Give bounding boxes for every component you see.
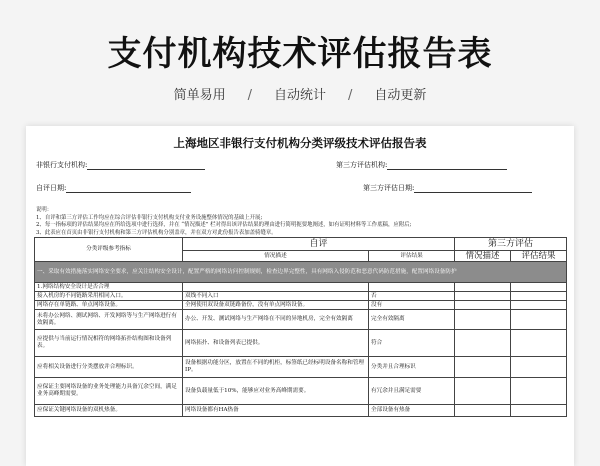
third-party-field (336, 160, 507, 170)
third-desc-cell[interactable] (455, 378, 511, 405)
table-row (35, 301, 567, 310)
feature-auto-update: 自动更新 (374, 88, 427, 103)
self-result-cell[interactable]: 分类并且合理标识 (369, 357, 455, 378)
table-row (35, 310, 567, 330)
note-heading: 说明： (36, 207, 53, 213)
self-desc-cell[interactable]: 网络拓扑、和设备列表已提供。 (183, 330, 369, 357)
table-cell[interactable] (511, 283, 567, 292)
self-date-field (36, 183, 191, 193)
third-desc-cell[interactable] (455, 310, 511, 330)
self-desc-header: 情况描述 (183, 251, 369, 262)
self-eval-header: 自评 (183, 238, 455, 251)
self-desc-cell[interactable]: 全网使用双设备双链路备份，没有单点网络设备。 (183, 301, 369, 310)
self-result-cell[interactable]: 否 (369, 292, 455, 301)
self-result-cell[interactable]: 全部设备有热备 (369, 405, 455, 417)
third-result-header: 评估结果 (511, 251, 567, 262)
third-desc-cell[interactable] (455, 405, 511, 417)
table-cell[interactable] (369, 283, 455, 292)
table-row (35, 292, 567, 301)
third-result-cell[interactable] (511, 357, 567, 378)
third-desc-header: 情况描述 (455, 251, 511, 262)
table-cell[interactable] (183, 283, 369, 292)
self-desc-cell[interactable]: 设备负载量低于10%，能够应对业务高峰期需要。 (183, 378, 369, 405)
self-result-cell[interactable]: 符合 (369, 330, 455, 357)
indicator-cell: 应将相关设备进行分类摆放并合理标识。 (35, 357, 183, 378)
table-row (35, 378, 567, 405)
third-party-input-line[interactable] (387, 161, 507, 170)
third-date-input-line[interactable] (414, 184, 532, 193)
third-result-cell[interactable] (511, 292, 567, 301)
third-result-cell[interactable] (511, 310, 567, 330)
table-row (35, 405, 567, 417)
separator: / (348, 88, 353, 103)
third-result-cell[interactable] (511, 378, 567, 405)
separator: / (247, 88, 252, 103)
feature-easy: 简单易用 (173, 88, 226, 103)
org-input-line[interactable] (87, 161, 205, 170)
self-desc-cell[interactable]: 办公、开发、测试网络与生产网络在不同的异地机房，完全有效隔离 (183, 310, 369, 330)
page-title: 支付机构技术评估报告表 (107, 34, 493, 74)
indicator-cell: 应提供与当前运行情况相符的网络拓扑结构图和设备列表。 (35, 330, 183, 357)
subsection-heading: 1.网络结构安全设计是否合理 (35, 283, 183, 292)
feature-auto-stats: 自动统计 (273, 88, 326, 103)
self-result-cell[interactable]: 没有 (369, 301, 455, 310)
self-date-input-line[interactable] (66, 184, 191, 193)
self-result-cell[interactable]: 有冗余并且满足需要 (369, 378, 455, 405)
self-date-label: 自评日期: (36, 184, 67, 192)
indicator-cell: 网络存在单链路、单点网络设备。 (35, 301, 183, 310)
table-row (35, 330, 567, 357)
self-desc-cell[interactable]: 网络设备都有HA热备 (183, 405, 369, 417)
note-3: 3、此表应在首页由非银行支付机构和第三方评估机构分别盖章，并在双方对此份报告表加盖骑缝章。 (36, 229, 277, 236)
indicator-cell: 接入机房的不同链路采用相同入口。 (35, 292, 183, 301)
third-result-cell[interactable] (511, 405, 567, 417)
third-result-cell[interactable] (511, 301, 567, 310)
table-cell[interactable] (455, 283, 511, 292)
note-2: 2、每一指标项的评估结果均应在所给选项中进行选择，并在 “情况描述” 栏对得出该评估结果的理由进行简明扼要地阐述，如有证明材料等工作底稿，应附后; (36, 222, 412, 229)
notes (36, 207, 411, 237)
third-desc-cell[interactable] (455, 292, 511, 301)
self-desc-cell[interactable]: 设备根据功能分区，放置在不同的机柜，标签纸已经标明设备名称和管理IP。 (183, 357, 369, 378)
self-result-cell[interactable]: 完全有效隔离 (369, 310, 455, 330)
indicator-cell: 应保证关键网络设备的双机热备。 (35, 405, 183, 417)
third-desc-cell[interactable] (455, 301, 511, 310)
col-indicator-header: 分类评级参考指标 (35, 238, 183, 262)
note-1: 1、自评和第三方评估工作均应在综合评估非银行支付机构支付业务设施整体情况的基础上开展; (36, 214, 263, 221)
self-desc-cell[interactable]: 双线不同入口 (183, 292, 369, 301)
third-result-cell[interactable] (511, 330, 567, 357)
evaluation-table (34, 237, 567, 417)
third-date-label: 第三方评估日期: (363, 184, 415, 192)
third-desc-cell[interactable] (455, 330, 511, 357)
feature-list (0, 84, 600, 103)
third-desc-cell[interactable] (455, 357, 511, 378)
third-date-field (363, 183, 532, 193)
self-result-header: 评估结果 (369, 251, 455, 262)
report-document (26, 126, 574, 466)
document-title: 上海地区非银行支付机构分类评级技术评估报告表 (173, 136, 427, 150)
indicator-cell: 未将办公网络、测试网络、开发网络等与生产网络进行有效隔离。 (35, 310, 183, 330)
third-eval-header: 第三方评估 (455, 238, 567, 251)
org-label: 非银行支付机构: (36, 161, 88, 169)
section-heading: 一、采取有效措施落实网络安全要求，应关注结构安全设计，配置严格的网络访问控制规则，检查边界完整性，具有网络入侵防范和恶意代码防范措施，配置网络设备防护 (35, 262, 567, 283)
third-party-label: 第三方评估机构: (336, 161, 388, 169)
table-row (35, 357, 567, 378)
org-field (36, 160, 205, 170)
indicator-cell: 应保证主要网络设备的业务处理能力具备冗余空间，满足业务高峰期需要。 (35, 378, 183, 405)
